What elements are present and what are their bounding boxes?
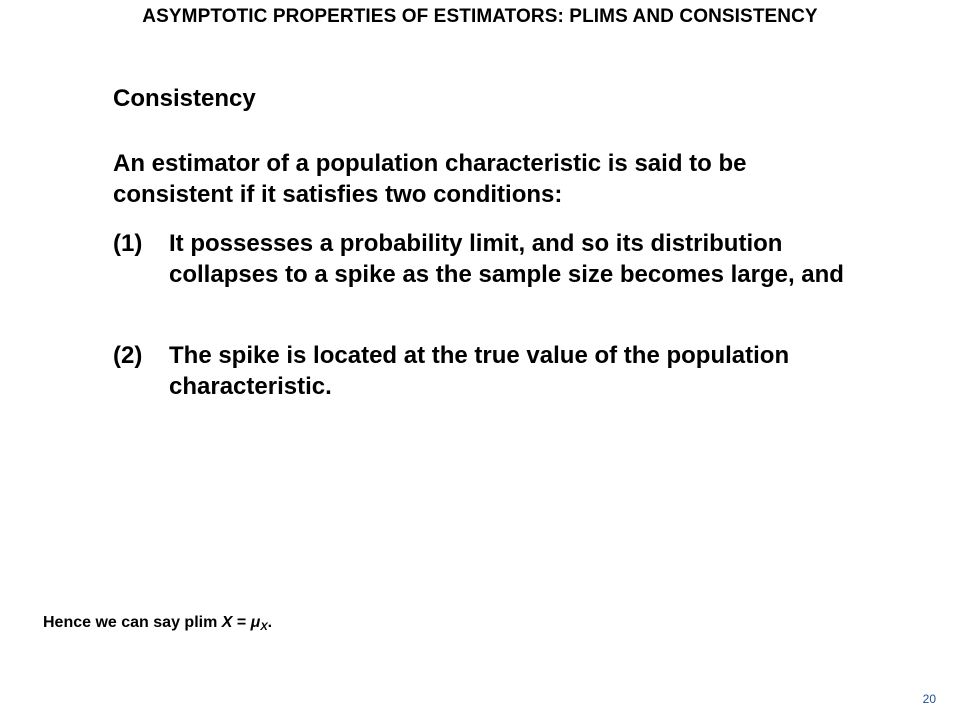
footnote-mu: μ [250,614,261,631]
condition-1-number: (1) [113,230,143,257]
condition-1 [113,228,853,290]
footnote [43,614,272,633]
footnote-prefix: Hence we can say plim [43,614,222,631]
section-heading: Consistency [113,85,256,112]
footnote-equals: = [232,614,251,631]
page-number: 20 [922,692,936,706]
footnote-variable: X [221,614,233,631]
condition-2-text: The spike is located at the true value of the population characteristic. [169,342,790,400]
condition-1-text: It possesses a probability limit, and so its distribution collapses to a spike as the sample size becomes large, and [169,230,844,288]
footnote-subscript: X [260,621,268,633]
intro-paragraph: An estimator of a population characteristic is said to be consistent if it satisfies two conditions: [113,150,747,208]
condition-2 [113,340,853,402]
condition-2-number: (2) [113,342,143,369]
footnote-suffix: . [267,614,273,631]
slide-title: ASYMPTOTIC PROPERTIES OF ESTIMATORS: PLIMS AND CONSISTENCY [142,6,818,27]
